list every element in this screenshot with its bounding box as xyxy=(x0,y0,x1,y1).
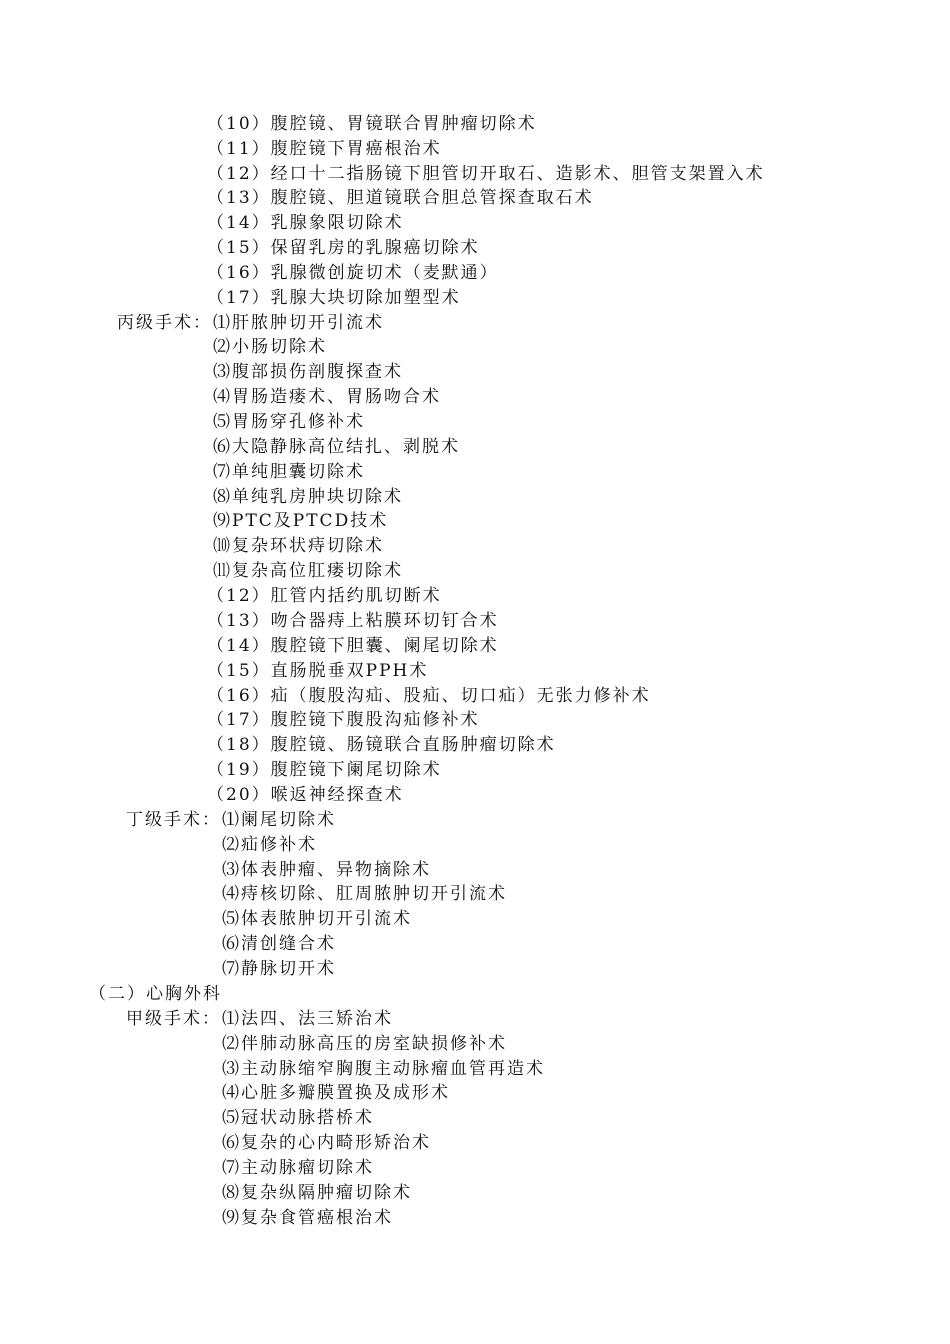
list-item: （12）肛管内括约肌切断术 xyxy=(207,586,442,606)
list-item: （19）腹腔镜下阑尾切除术 xyxy=(207,760,442,780)
list-item: ⑻单纯乳房肿块切除术 xyxy=(213,487,403,507)
list-item: （15）直肠脱垂双PPH术 xyxy=(207,661,429,681)
list-item: （18）腹腔镜、肠镜联合直肠肿瘤切除术 xyxy=(207,735,556,755)
list-item: ⑾复杂高位肛瘘切除术 xyxy=(213,561,403,581)
list-item: ⑶体表肿瘤、异物摘除术 xyxy=(222,860,431,880)
list-item: ⑽复杂环状痔切除术 xyxy=(213,536,384,556)
section-heading: （二）心胸外科 xyxy=(89,984,222,1004)
list-item: ⑷痔核切除、肛周脓肿切开引流术 xyxy=(222,884,507,904)
list-item: ⑹清创缝合术 xyxy=(222,934,336,954)
list-item: （17）腹腔镜下腹股沟疝修补术 xyxy=(207,710,480,730)
list-item: ⑺静脉切开术 xyxy=(222,959,336,979)
list-item: （14）腹腔镜下胆囊、阑尾切除术 xyxy=(207,636,499,656)
surgery-grade-label-a: 甲级手术： xyxy=(126,1009,221,1029)
list-item: ⑴法四、法三矫治术 xyxy=(222,1009,393,1029)
list-item: ⑵伴肺动脉高压的房室缺损修补术 xyxy=(222,1034,507,1054)
list-item: ⑺单纯胆囊切除术 xyxy=(213,462,365,482)
list-item: ⑹复杂的心内畸形矫治术 xyxy=(222,1133,431,1153)
list-item: ⑺主动脉瘤切除术 xyxy=(222,1158,374,1178)
list-item: ⑸胃肠穿孔修补术 xyxy=(213,412,365,432)
surgery-grade-label-d: 丁级手术： xyxy=(126,810,221,830)
list-item: （14）乳腺象限切除术 xyxy=(207,213,404,233)
list-item: （15）保留乳房的乳腺癌切除术 xyxy=(207,238,480,258)
list-item: （13）腹腔镜、胆道镜联合胆总管探查取石术 xyxy=(207,188,594,208)
list-item: （16）乳腺微创旋切术（麦默通） xyxy=(207,263,499,283)
list-item: ⑼PTC及PTCD技术 xyxy=(213,511,389,531)
list-item: ⑵疝修补术 xyxy=(222,835,317,855)
list-item: （13）吻合器痔上粘膜环切钉合术 xyxy=(207,611,499,631)
list-item: ⑷胃肠造瘘术、胃肠吻合术 xyxy=(213,387,441,407)
list-item: ⑶腹部损伤剖腹探查术 xyxy=(213,362,403,382)
list-item: ⑴阑尾切除术 xyxy=(222,810,336,830)
list-item: （17）乳腺大块切除加塑型术 xyxy=(207,288,461,308)
surgery-grade-label-c: 丙级手术： xyxy=(117,313,212,333)
list-item: （10）腹腔镜、胃镜联合胃肿瘤切除术 xyxy=(207,114,537,134)
list-item: ⑷心脏多瓣膜置换及成形术 xyxy=(222,1083,450,1103)
list-item: ⑴肝脓肿切开引流术 xyxy=(213,313,384,333)
list-item: ⑼复杂食管癌根治术 xyxy=(222,1208,393,1228)
list-item: （11）腹腔镜下胃癌根治术 xyxy=(207,139,442,159)
list-item: ⑵小肠切除术 xyxy=(213,337,327,357)
list-item: ⑶主动脉缩窄胸腹主动脉瘤血管再造术 xyxy=(222,1059,545,1079)
list-item: ⑸体表脓肿切开引流术 xyxy=(222,909,412,929)
list-item: ⑻复杂纵隔肿瘤切除术 xyxy=(222,1183,412,1203)
list-item: ⑹大隐静脉高位结扎、剥脱术 xyxy=(213,437,460,457)
list-item: （16）疝（腹股沟疝、股疝、切口疝）无张力修补术 xyxy=(207,686,651,706)
list-item: ⑸冠状动脉搭桥术 xyxy=(222,1108,374,1128)
list-item: （12）经口十二指肠镜下胆管切开取石、造影术、胆管支架置入术 xyxy=(207,164,765,184)
list-item: （20）喉返神经探查术 xyxy=(207,785,404,805)
